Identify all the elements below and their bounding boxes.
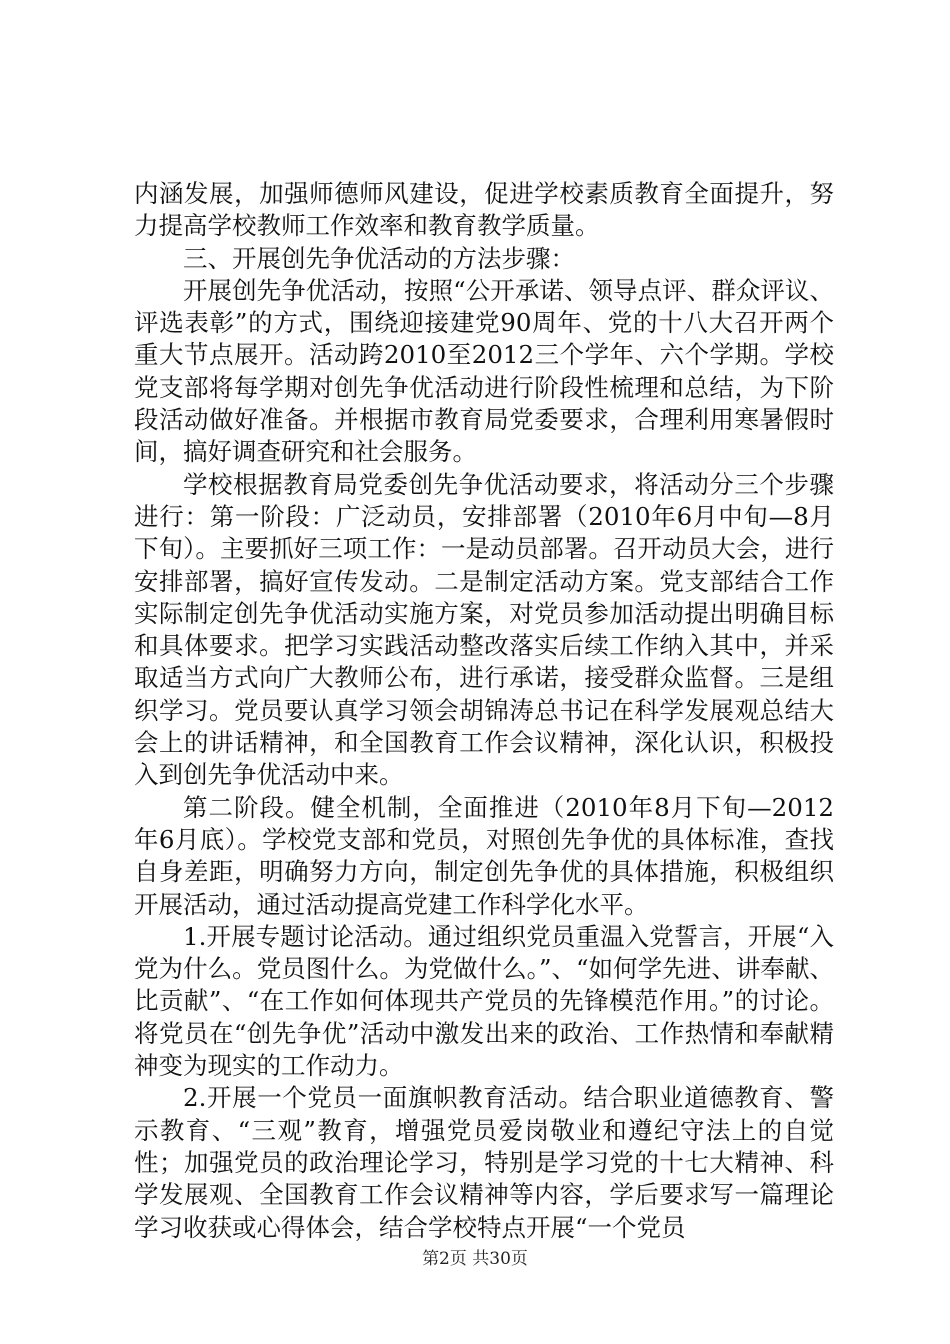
section-heading-methods: 三、开展创先争优活动的方法步骤： [183,243,575,273]
document-body [134,178,834,1244]
paragraph-item-1: 1.开展专题讨论活动。通过组织党员重温入党誓言，开展“入党为什么。党员图什么。为党做什么。”、“如何学先进、讲奉献、比贡献”、“在工作如何体现共产党员的先锋模范作用。”的讨论。将党员在“创先争优”活动中激发出来的政治、工作热情和奉献精神变为现实的工作动力。 [134,921,834,1081]
paragraph-activity-format: 开展创先争优活动，按照“公开承诺、领导点评、群众评议、评选表彰”的方式，围绕迎接建党90周年、党的十八大召开两个重大节点展开。活动跨2010至2012三个学年、六个学期。学校党支部将每学期对创先争优活动进行阶段性梳理和总结，为下阶段活动做好准备。并根据市教育局党委要求，合理利用寒暑假时间，搞好调查研究和社会服务。 [134,275,834,467]
paragraph-stage-two: 第二阶段。健全机制，全面推进（2010年8月下旬—2012年6月底）。学校党支部和党员，对照创先争优的具体标准，查找自身差距，明确努力方向，制定创先争优的具体措施，积极组织开展活动，通过活动提高党建工作科学化水平。 [134,792,834,919]
paragraph-stage-one: 学校根据教育局党委创先争优活动要求，将活动分三个步骤进行：第一阶段：广泛动员，安排部署（2010年6月中旬—8月下旬）。主要抓好三项工作：一是动员部署。召开动员大会，进行安排部署，搞好宣传发动。二是制定活动方案。党支部结合工作实际制定创先争优活动实施方案，对党员参加活动提出明确目标和具体要求。把学习实践活动整改落实后续工作纳入其中，并采取适当方式向广大教师公布，进行承诺，接受群众监督。三是组织学习。党员要认真学习领会胡锦涛总书记在科学发展观总结大会上的讲话精神，和全国教育工作会议精神，深化认识，积极投入到创先争优活动中来。 [134,469,834,790]
page-number-footer: 第2页 共30页 [422,1249,528,1269]
paragraph-item-2: 2.开展一个党员一面旗帜教育活动。结合职业道德教育、警示教育、“三观”教育，增强党员爱岗敬业和遵纪守法上的自觉性；加强党员的政治理论学习，特别是学习党的十七大精神、科学发展观、全国教育工作会议精神等内容，学后要求写一篇理论学习收获或心得体会，结合学校特点开展“一个党员 [134,1083,834,1242]
paragraph-continuation: 内涵发展，加强师德师风建设，促进学校素质教育全面提升，努力提高学校教师工作效率和教育教学质量。 [134,179,834,241]
